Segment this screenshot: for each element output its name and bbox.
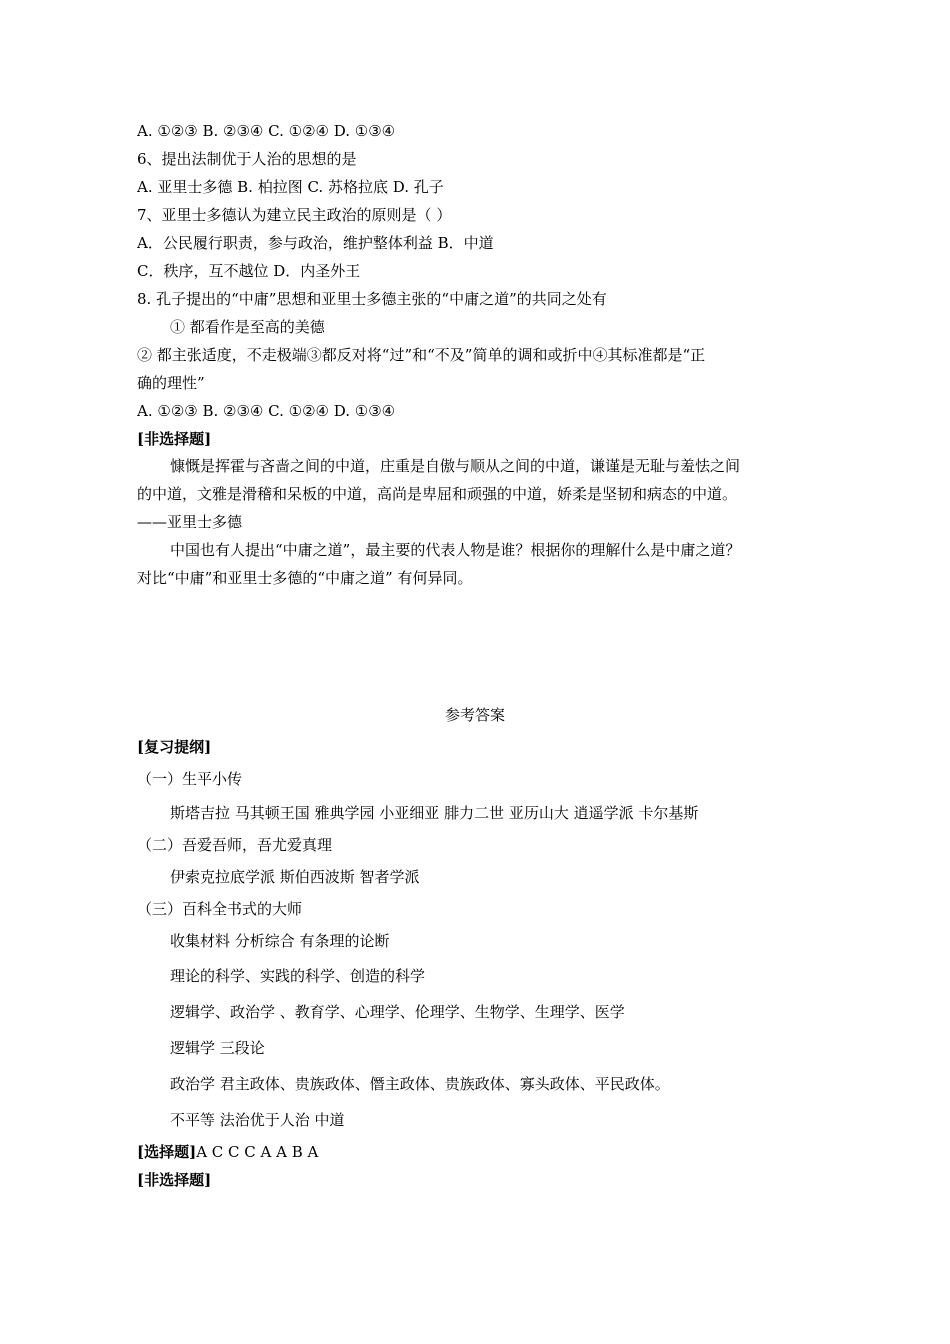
section-3-content-2: 理论的科学、实践的科学、创造的科学 bbox=[170, 967, 426, 985]
prompt-line-1: 中国也有人提出“中庸之道”，最主要的代表人物是谁？根据你的理解什么是中庸之道？ bbox=[170, 541, 741, 559]
nonchoice-answers-heading: [非选择题] bbox=[137, 1171, 212, 1189]
section-2-content: 伊索克拉底学派 斯伯西波斯 智者学派 bbox=[170, 868, 420, 886]
q5-options: A. ①②③ B. ②③④ C. ①②④ D. ①③④ bbox=[137, 122, 396, 140]
section-3-heading: （三）百科全书式的大师 bbox=[137, 900, 303, 918]
q8-item-2-line1: ② 都主张适度，不走极端③都反对将“过”和“不及”简单的调和或折中④其标准都是“正 bbox=[137, 346, 706, 364]
section-3-content-1: 收集材料 分析综合 有条理的论断 bbox=[170, 932, 390, 950]
choice-answers: A C C C A A B A bbox=[196, 1143, 319, 1161]
section-3-content-5: 政治学 君主政体、贵族政体、僭主政体、贵族政体、寡头政体、平民政体。 bbox=[170, 1075, 670, 1093]
prompt-line-2: 对比“中庸”和亚里士多德的“中庸之道” 有何异同。 bbox=[137, 569, 473, 587]
choice-heading: [选择题] bbox=[137, 1143, 197, 1161]
quote-source: ——亚里士多德 bbox=[137, 513, 243, 531]
section-3-content-6: 不平等 法治优于人治 中道 bbox=[170, 1111, 345, 1129]
q8-item-1: ① 都看作是至高的美德 bbox=[170, 318, 325, 336]
section-2-heading: （二）吾爱吾师，吾尤爱真理 bbox=[137, 836, 333, 854]
quote-line-2: 的中道，文雅是滑稽和呆板的中道，高尚是卑屈和顽强的中道，娇柔是坚韧和病态的中道。 bbox=[137, 485, 738, 503]
quote-line-1: 慷慨是挥霍与吝啬之间的中道，庄重是自傲与顺从之间的中道，谦谨是无耻与羞怯之间 bbox=[170, 457, 741, 475]
outline-heading: [复习提纲] bbox=[137, 738, 212, 756]
choice-answers-line bbox=[137, 1142, 318, 1162]
non-choice-heading: [非选择题] bbox=[137, 430, 212, 448]
q8-options: A. ①②③ B. ②③④ C. ①②④ D. ①③④ bbox=[137, 402, 396, 420]
q6-stem: 6、提出法制优于人治的思想的是 bbox=[137, 150, 357, 168]
section-1-heading: （一）生平小传 bbox=[137, 770, 243, 788]
section-3-content-4: 逻辑学 三段论 bbox=[170, 1039, 265, 1057]
section-3-content-3: 逻辑学、政治学 、教育学、心理学、伦理学、生物学、生理学、医学 bbox=[170, 1003, 625, 1021]
q7-options-2: C．秩序，互不越位 D．内圣外王 bbox=[137, 262, 361, 280]
q6-options: A. 亚里士多德 B. 柏拉图 C. 苏格拉底 D. 孔子 bbox=[137, 178, 444, 196]
q8-stem: 8. 孔子提出的“中庸”思想和亚里士多德主张的“中庸之道”的共同之处有 bbox=[137, 290, 607, 308]
q8-item-2-line2: 确的理性” bbox=[137, 374, 205, 392]
q7-options-1: A．公民履行职责，参与政治，维护整体利益 B．中道 bbox=[137, 234, 494, 252]
answers-title: 参考答案 bbox=[444, 706, 505, 724]
q7-stem: 7、亚里士多德认为建立民主政治的原则是（ ） bbox=[137, 206, 452, 224]
section-1-content: 斯塔吉拉 马其顿王国 雅典学园 小亚细亚 腓力二世 亚历山大 逍遥学派 卡尔基斯 bbox=[170, 804, 699, 822]
